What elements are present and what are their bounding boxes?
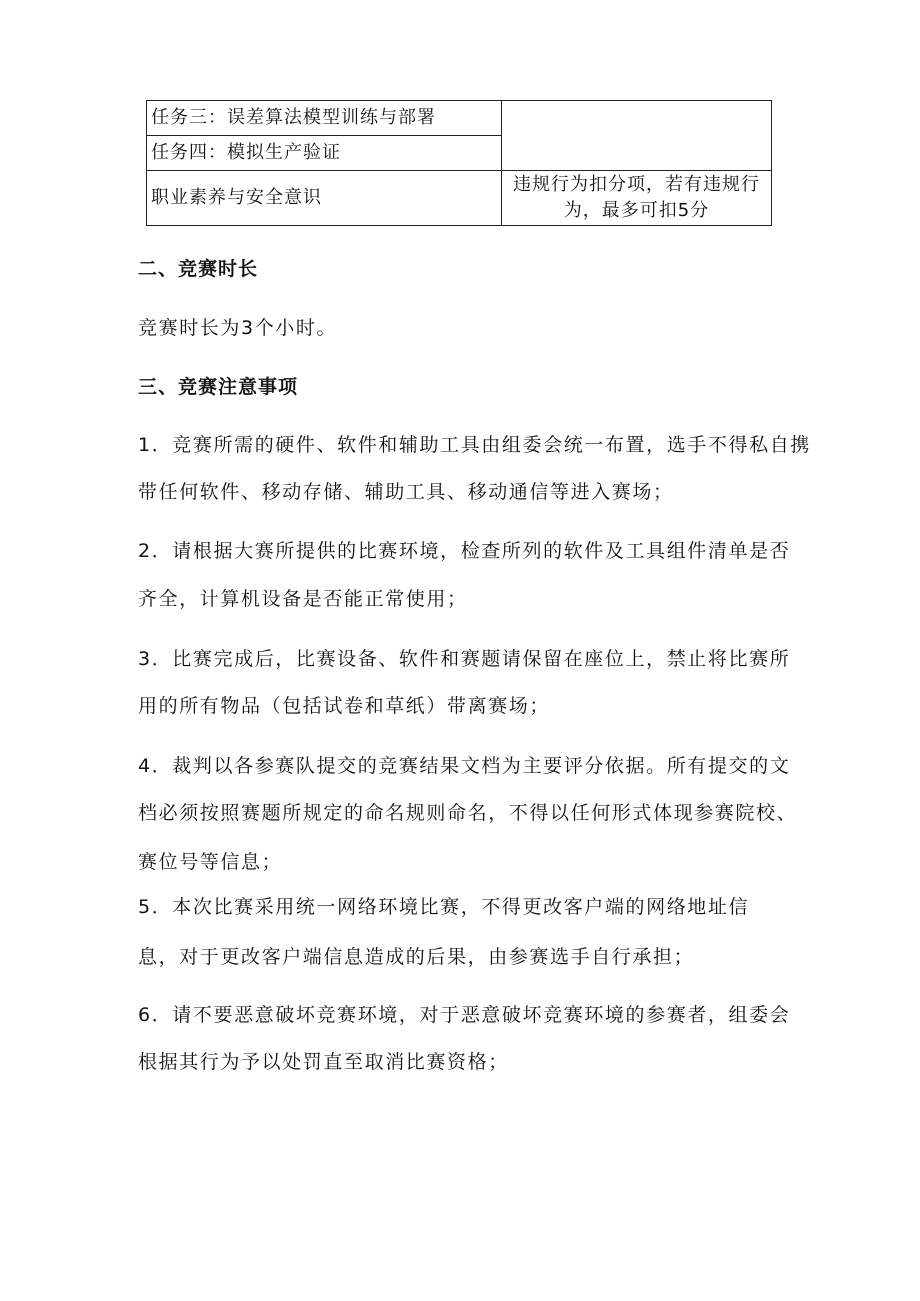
item-line: 档必须按照赛题所规定的命名规则命名，不得以任何形式体现参赛院校、	[138, 802, 798, 824]
table-cell: 职业素养与安全意识	[147, 171, 502, 226]
item-line: 5．本次比赛采用统一网络环境比赛，不得更改客户端的网络地址信	[138, 896, 750, 918]
table-cell: 任务三：误差算法模型训练与部署	[147, 101, 502, 136]
table-row	[147, 101, 772, 136]
section-heading: 二、竞赛时长	[138, 258, 259, 280]
paragraph: 竞赛时长为3个小时。	[138, 317, 338, 339]
table-cell: 任务四：模拟生产验证	[147, 136, 502, 171]
item-line: 赛位号等信息；	[138, 851, 283, 873]
item-line: 息，对于更改客户端信息造成的后果，由参赛选手自行承担；	[138, 946, 695, 968]
item-line: 1．竞赛所需的硬件、软件和辅助工具由组委会统一布置，选手不得私自携	[138, 434, 811, 456]
score-table	[146, 100, 772, 226]
item-line: 2．请根据大赛所提供的比赛环境，检查所列的软件及工具组件清单是否	[138, 540, 791, 562]
item-line: 齐全，计算机设备是否能正常使用；	[138, 588, 468, 610]
cell-line: 为，最多可扣5分	[563, 200, 710, 221]
table-cell	[502, 101, 772, 171]
cell-line: 违规行为扣分项，若有违规行	[513, 174, 760, 195]
item-line: 6．请不要恶意破坏竞赛环境，对于恶意破坏竞赛环境的参赛者，组委会	[138, 1004, 791, 1026]
item-line: 用的所有物品（包括试卷和草纸）带离赛场；	[138, 695, 551, 717]
item-line: 4．裁判以各参赛队提交的竞赛结果文档为主要评分依据。所有提交的文	[138, 755, 791, 777]
item-line: 带任何软件、移动存储、辅助工具、移动通信等进入赛场；	[138, 481, 674, 503]
item-line: 根据其行为予以处罚直至取消比赛资格；	[138, 1051, 509, 1073]
table-cell	[502, 171, 772, 226]
item-line: 3．比赛完成后，比赛设备、软件和赛题请保留在座位上，禁止将比赛所	[138, 648, 791, 670]
table-row	[147, 171, 772, 226]
section-heading: 三、竞赛注意事项	[138, 376, 299, 398]
